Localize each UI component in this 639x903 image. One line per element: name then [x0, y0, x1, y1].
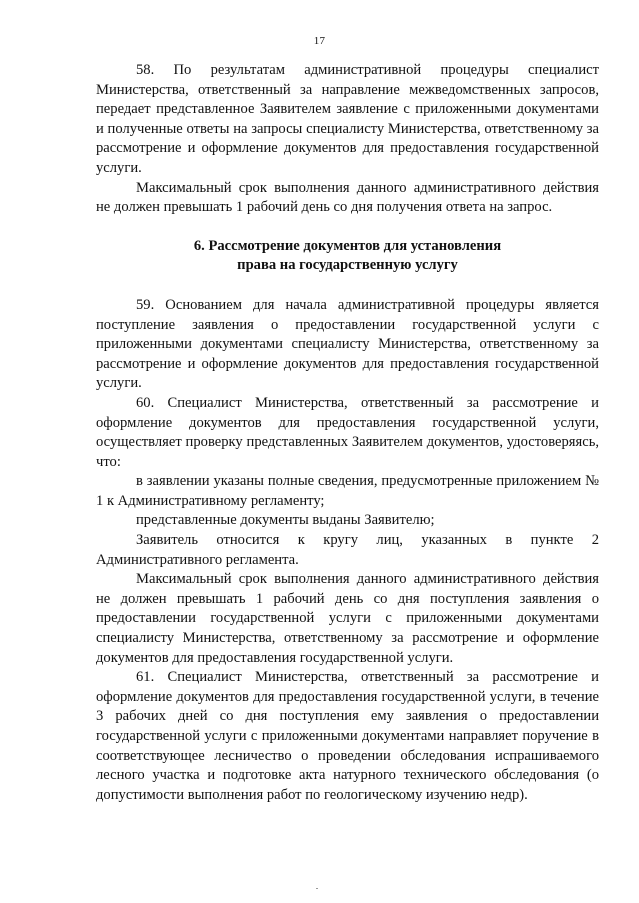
- paragraph-60-item-1: в заявлении указаны полные сведения, предусмотренные приложением № 1 к Административному регламенту;: [96, 473, 599, 509]
- page-number: 17: [313, 35, 326, 47]
- section-heading: [96, 237, 599, 276]
- document-body: [96, 61, 599, 805]
- paragraph-60-item-2: представленные документы выданы Заявителю;: [136, 512, 435, 529]
- paragraph-60-deadline: Максимальный срок выполнения данного административного действия не должен превышать 1 рабочий день со дня поступления заявления о предоставлении государственной услуги с приложенными документами специалисту Министерства, ответственному за рассмотрение и оформление документов для предоставления государственной услуги.: [96, 571, 599, 666]
- paragraph-60-item-3: Заявитель относится к кругу лиц, указанных в пункте 2 Административного регламента.: [96, 532, 599, 568]
- paragraph-58: 58. По результатам административной процедуры специалист Министерства, ответственный за направление межведомственных запросов, передает представленное Заявителем заявление с приложенными документами и полученные ответы на запросы специалисту Министерства, ответственному за рассмотрение и оформление документов для предоставления государственной услуги.: [96, 62, 599, 176]
- scan-speck: [316, 888, 318, 889]
- paragraph-58-deadline: Максимальный срок выполнения данного административного действия не должен превышать 1 рабочий день со дня получения ответа на запрос.: [96, 179, 599, 216]
- section-heading-line-2: права на государственную услугу: [237, 257, 458, 274]
- paragraph-61: 61. Специалист Министерства, ответственный за рассмотрение и оформление документов для предоставления государственной услуги, в течение 3 рабочих дней со дня поступления ему заявления о предоставлении государственной услуги с приложенными документами направляет поручение в соответствующее лесничество о проведении обследования испрашиваемого лесного участка и подготовке акта натурного технического обследования (о допустимости выполнения работ по геологическому изучению недр).: [96, 669, 599, 803]
- section-heading-line-1: 6. Рассмотрение документов для установления: [193, 237, 502, 254]
- paragraph-60: 60. Специалист Министерства, ответственный за рассмотрение и оформление документов для предоставления государственной услуги, осуществляет проверку представленных Заявителем документов, удостоверяясь, что:: [96, 394, 599, 470]
- paragraph-59: 59. Основанием для начала административной процедуры является поступление заявления о предоставлении государственной услуги с приложенными документами специалисту Министерства, ответственному за рассмотрение и оформление документов для предоставления государственной услуги.: [96, 296, 599, 392]
